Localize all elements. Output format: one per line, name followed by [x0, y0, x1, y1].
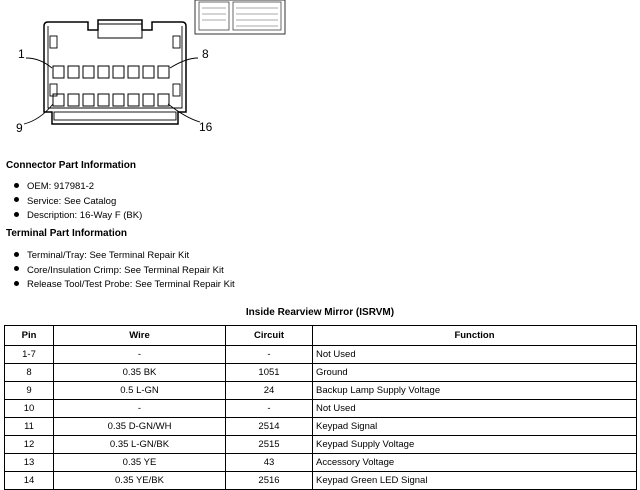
wire-cell: 0.35 YE/BK: [54, 472, 226, 490]
list-item-text: OEM: 917981-2: [27, 181, 95, 192]
pin-cell: 11: [5, 418, 54, 436]
column-header-function: Function: [313, 326, 637, 346]
wire-cell: -: [54, 400, 226, 418]
wire-cell: 0.35 BK: [54, 364, 226, 382]
wire-cell: 0.5 L-GN: [54, 382, 226, 400]
function-cell: Keypad Green LED Signal: [313, 472, 637, 490]
wire-cell: -: [54, 346, 226, 364]
connector-info-list: [14, 180, 142, 224]
circuit-cell: 2515: [226, 436, 313, 454]
pin-cell: 14: [5, 472, 54, 490]
pin-cell: 9: [5, 382, 54, 400]
pin-cell: 13: [5, 454, 54, 472]
pin-label-9: 9: [16, 121, 23, 135]
function-cell: Not Used: [313, 400, 637, 418]
list-item: [14, 180, 142, 195]
circuit-cell: 1051: [226, 364, 313, 382]
table-row: [5, 364, 637, 382]
connector-thumbnail: [195, 0, 285, 34]
wire-cell: 0.35 YE: [54, 454, 226, 472]
wire-cell: 0.35 L-GN/BK: [54, 436, 226, 454]
table-row: [5, 472, 637, 490]
connector-info-heading: Connector Part Information: [6, 160, 137, 171]
bullet-icon: [14, 197, 19, 202]
table-title: Inside Rearview Mirror (ISRVM): [245, 307, 395, 318]
table-row: [5, 400, 637, 418]
function-cell: Keypad Signal: [313, 418, 637, 436]
function-cell: Not Used: [313, 346, 637, 364]
pin-cell: 12: [5, 436, 54, 454]
wire-cell: 0.35 D-GN/WH: [54, 418, 226, 436]
function-cell: Accessory Voltage: [313, 454, 637, 472]
circuit-cell: -: [226, 400, 313, 418]
table-row: [5, 382, 637, 400]
circuit-cell: 43: [226, 454, 313, 472]
table-row: [5, 436, 637, 454]
pin-label-8: 8: [202, 47, 209, 61]
pin-table: [4, 325, 637, 490]
circuit-cell: 24: [226, 382, 313, 400]
table-row: [5, 346, 637, 364]
pin-label-1: 1: [18, 47, 25, 61]
list-item-text: Core/Insulation Crimp: See Terminal Repair Kit: [27, 264, 224, 276]
bullet-icon: [14, 212, 19, 217]
list-item: [14, 264, 235, 279]
list-item-text: Service: See Catalog: [27, 195, 117, 207]
circuit-cell: 2516: [226, 472, 313, 490]
table-row: [5, 418, 637, 436]
pin-label-16: 16: [199, 120, 213, 134]
function-cell: Keypad Supply Voltage: [313, 436, 637, 454]
list-item: [14, 209, 142, 224]
function-cell: Ground: [313, 364, 637, 382]
function-cell: Backup Lamp Supply Voltage: [313, 382, 637, 400]
column-header-pin: Pin: [5, 326, 54, 346]
connector-housing: [44, 20, 186, 124]
connector-diagram: [0, 0, 640, 160]
list-item-text: Release Tool/Test Probe: See Terminal Repair Kit: [27, 279, 235, 290]
list-item: [14, 278, 235, 293]
bullet-icon: [14, 183, 19, 188]
pin-cavities-bottom-row: [53, 94, 169, 106]
list-item: [14, 249, 235, 264]
bullet-icon: [14, 281, 19, 286]
circuit-cell: -: [226, 346, 313, 364]
terminal-info-heading: Terminal Part Information: [6, 228, 127, 239]
terminal-info-list: [14, 249, 235, 293]
pin-cell: 10: [5, 400, 54, 418]
list-item: [14, 195, 142, 210]
list-item-text: Description: 16-Way F (BK): [27, 210, 143, 221]
bullet-icon: [14, 252, 19, 257]
circuit-cell: 2514: [226, 418, 313, 436]
column-header-circuit: Circuit: [226, 326, 313, 346]
pin-cell: 1-7: [5, 346, 54, 364]
pin-cell: 8: [5, 364, 54, 382]
table-row: [5, 454, 637, 472]
pin-cavities-top-row: [53, 66, 169, 78]
bullet-icon: [14, 266, 19, 271]
table-header-row: [5, 326, 637, 346]
column-header-wire: Wire: [54, 326, 226, 346]
list-item-text: Terminal/Tray: See Terminal Repair Kit: [27, 250, 190, 261]
